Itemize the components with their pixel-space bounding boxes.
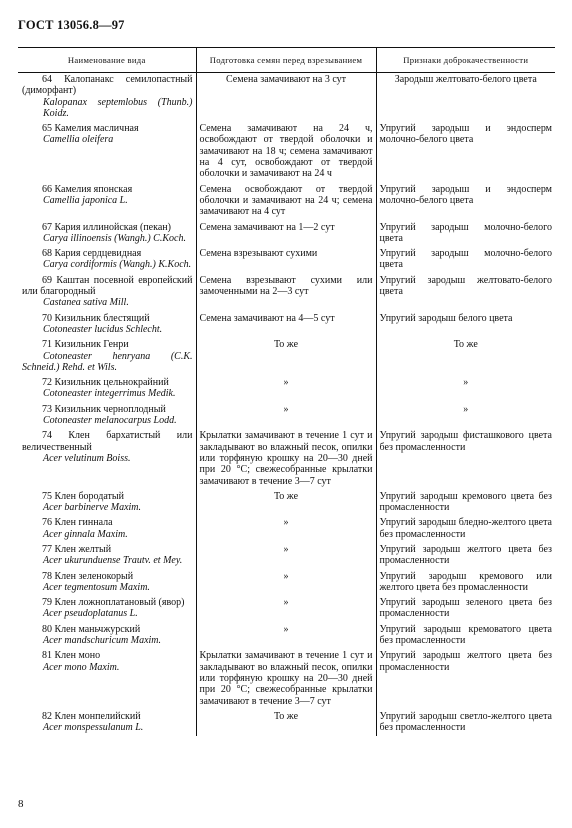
preparation-cell: » <box>196 570 376 597</box>
species-name-text: Клен бородатый <box>54 490 124 502</box>
column-header-species: Наименование вида <box>18 48 196 73</box>
species-name-text: Кизильник цельнокрайний <box>54 377 169 389</box>
latin-name: Acer tegmentosum Maxim. <box>43 581 150 593</box>
species-cell <box>18 403 196 430</box>
species-cell <box>18 649 196 709</box>
latin-name: Carya cordiformis (Wangh.) K.Koch. <box>43 259 192 271</box>
species-name-text: Клен желтый <box>54 543 112 555</box>
species-name-text: Клен моно <box>54 650 101 662</box>
latin-name: Acer monspessulanum L. <box>43 722 144 734</box>
quality-signs-cell: Упругий зародыш зеленого цвета без промасленности <box>376 596 555 623</box>
row-number: 68 <box>42 248 52 260</box>
preparation-cell: Крылатки замачивают в течение 1 сут и закладывают во влажный песок, опилки или торфяную крошку на 20—30 дней при 20 °С; свежесобранные крылатки замачивают в течение 3—7 сут <box>196 429 376 489</box>
preparation-cell: Семена замачивают на 24 ч, освобождают от твердой оболочки и замачивают на 18 ч; семена замачивают на 4 сут, освобождают от твердой оболочки и замачивают на 24 ч <box>196 122 376 182</box>
species-cell <box>18 490 196 517</box>
quality-signs-cell: Упругий зародыш светло-желтого цвета без промасленности <box>376 710 555 737</box>
table-row <box>18 183 555 221</box>
table-row <box>18 649 555 709</box>
species-name <box>22 544 193 555</box>
table-row <box>18 623 555 650</box>
latin-name: Cotoneaster lucidus Schlecht. <box>43 323 163 335</box>
table-header-row <box>18 48 555 73</box>
species-name <box>22 571 193 582</box>
preparation-cell: Семена замачивают на 3 сут <box>196 73 376 123</box>
preparation-cell: » <box>196 596 376 623</box>
quality-signs-cell: Упругий зародыш молочно-белого цвета <box>376 221 555 248</box>
row-number: 78 <box>42 570 52 582</box>
row-number: 64 <box>42 74 52 85</box>
species-name <box>22 491 193 502</box>
row-number: 76 <box>42 517 52 529</box>
quality-signs-cell: Упругий зародыш кремового или желтого цвета без промасленности <box>376 570 555 597</box>
table-row <box>18 710 555 737</box>
quality-signs-cell: Упругий зародыш бледно-желтого цвета без промасленности <box>376 516 555 543</box>
preparation-cell: » <box>196 623 376 650</box>
preparation-cell: » <box>196 543 376 570</box>
preparation-cell: То же <box>196 710 376 737</box>
row-number: 72 <box>42 377 52 389</box>
species-name <box>22 248 193 259</box>
preparation-cell: То же <box>196 490 376 517</box>
row-number: 66 <box>42 183 52 195</box>
preparation-cell: » <box>196 376 376 403</box>
quality-signs-cell: Упругий зародыш молочно-белого цвета <box>376 247 555 274</box>
species-name <box>22 597 193 608</box>
quality-signs-cell: Упругий зародыш желтого цвета без промасленности <box>376 649 555 709</box>
species-name-text: Клен ложноплатановый (явор) <box>54 597 185 609</box>
species-name <box>22 74 193 97</box>
table-row <box>18 312 555 339</box>
species-cell <box>18 73 196 123</box>
species-name-text: Каштан посевной европейский или благородный <box>22 274 193 298</box>
species-cell <box>18 247 196 274</box>
species-cell <box>18 376 196 403</box>
species-name <box>22 377 193 388</box>
column-header-preparation: Подготовка семян перед взрезыванием <box>196 48 376 73</box>
species-name <box>22 184 193 195</box>
quality-signs-cell: Упругий зародыш белого цвета <box>376 312 555 339</box>
species-name <box>22 222 193 233</box>
quality-signs-cell: Упругий зародыш кремоватого цвета без промасленности <box>376 623 555 650</box>
quality-signs-cell: Зародыш желтовато-белого цвета <box>376 73 555 123</box>
species-name-text: Кизильник Генри <box>54 339 129 351</box>
species-cell <box>18 312 196 339</box>
latin-name: Acer mandschuricum Maxim. <box>43 635 162 647</box>
table-row <box>18 516 555 543</box>
latin-name: Carya illinoensis (Wangh.) C.Koch. <box>43 232 186 244</box>
quality-signs-cell: Упругий зародыш фисташкового цвета без промасленности <box>376 429 555 489</box>
species-cell <box>18 623 196 650</box>
species-cell <box>18 710 196 737</box>
seed-quality-table <box>18 47 555 736</box>
species-name <box>22 275 193 298</box>
species-name <box>22 430 193 453</box>
quality-signs-cell: Упругий зародыш и эндосперм молочно-белого цвета <box>376 122 555 182</box>
species-name-text: Клен маньчжурский <box>54 623 141 635</box>
species-cell <box>18 221 196 248</box>
species-name-text: Калопанакс семилопастный (диморфант) <box>22 74 193 97</box>
row-number: 79 <box>42 597 52 609</box>
preparation-cell: Крылатки замачивают в течение 1 сут и закладывают во влажный песок, опилки или торфяную крошку на 20—30 дней при 20 °С; свежесобранные крылатки замачивают в течение 3—7 сут <box>196 649 376 709</box>
latin-name: Cotoneaster integerrimus Medik. <box>43 388 176 400</box>
preparation-cell: Семена замачивают на 1—2 сут <box>196 221 376 248</box>
species-name-text: Клен бархатистый или величественный <box>22 430 193 453</box>
species-name-text: Кизильник блестящий <box>54 312 150 324</box>
table-row <box>18 429 555 489</box>
preparation-cell: » <box>196 403 376 430</box>
preparation-cell: Семена освобождают от твердой оболочки и замачивают на 24 ч; семена замачивают на 4 сут <box>196 183 376 221</box>
quality-signs-cell: То же <box>376 338 555 376</box>
row-number: 71 <box>42 339 52 351</box>
species-name-text: Кизильник черноплодный <box>54 403 166 415</box>
row-number: 81 <box>42 650 52 662</box>
species-name <box>22 123 193 134</box>
table-row <box>18 221 555 248</box>
species-cell <box>18 429 196 489</box>
species-cell <box>18 122 196 182</box>
latin-name: Acer ginnala Maxim. <box>43 528 128 540</box>
row-number: 65 <box>42 123 52 135</box>
species-name-text: Кария иллинойская (пекан) <box>54 221 171 233</box>
row-number: 82 <box>42 710 52 722</box>
row-number: 67 <box>42 221 52 233</box>
species-name <box>22 339 193 350</box>
species-cell <box>18 183 196 221</box>
quality-signs-cell: Упругий зародыш желтовато-белого цвета <box>376 274 555 312</box>
latin-name: Acer mono Maxim. <box>43 661 120 673</box>
species-name <box>22 650 193 661</box>
species-cell <box>18 596 196 623</box>
row-number: 80 <box>42 623 52 635</box>
table-row <box>18 274 555 312</box>
quality-signs-cell: Упругий зародыш и эндосперм молочно-белого цвета <box>376 183 555 221</box>
latin-name: Acer barbinerve Maxim. <box>43 502 142 514</box>
latin-name: Camellia oleifera <box>43 134 114 146</box>
latin-name: Acer pseudoplatanus L. <box>43 608 138 620</box>
species-name-text: Камелия японская <box>54 183 133 195</box>
table-row <box>18 570 555 597</box>
table-row <box>18 403 555 430</box>
table-row <box>18 490 555 517</box>
table-row <box>18 122 555 182</box>
document-header: ГОСТ 13056.8—97 <box>18 18 125 32</box>
row-number: 70 <box>42 312 52 324</box>
column-header-quality-signs: Признаки доброкачественности <box>376 48 555 73</box>
species-name <box>22 517 193 528</box>
preparation-cell: То же <box>196 338 376 376</box>
quality-signs-cell: » <box>376 403 555 430</box>
table-row <box>18 247 555 274</box>
quality-signs-cell: Упругий зародыш кремового цвета без промасленности <box>376 490 555 517</box>
quality-signs-cell: » <box>376 376 555 403</box>
row-number: 69 <box>42 274 52 286</box>
species-name <box>22 711 193 722</box>
preparation-cell: » <box>196 516 376 543</box>
latin-name: Acer ukurunduense Trautv. et Mey. <box>43 555 183 567</box>
latin-name: Cotoneaster melanocarpus Lodd. <box>43 415 177 427</box>
latin-name: Acer velutinum Boiss. <box>43 452 131 464</box>
preparation-cell: Семена замачивают на 4—5 сут <box>196 312 376 339</box>
quality-signs-cell: Упругий зародыш желтого цвета без промасленности <box>376 543 555 570</box>
page-number: 8 <box>18 798 24 810</box>
table-row <box>18 376 555 403</box>
species-name-text: Клен зеленокорый <box>54 570 134 582</box>
species-name-text: Клен гиннала <box>54 517 113 529</box>
table-row <box>18 543 555 570</box>
species-cell <box>18 338 196 376</box>
row-number: 77 <box>42 543 52 555</box>
row-number: 73 <box>42 403 52 415</box>
row-number: 74 <box>42 430 52 442</box>
species-name <box>22 624 193 635</box>
table-body <box>18 73 555 737</box>
species-cell <box>18 274 196 312</box>
species-name <box>22 404 193 415</box>
table-row <box>18 73 555 123</box>
latin-name: Cotoneaster henryana (C.K. Schneid.) Rehd. et Wils. <box>22 350 193 373</box>
species-cell <box>18 543 196 570</box>
preparation-cell: Семена взрезывают сухими или замоченными на 2—3 сут <box>196 274 376 312</box>
species-cell <box>18 516 196 543</box>
species-cell <box>18 570 196 597</box>
latin-name: Camellia japonica L. <box>43 194 128 206</box>
species-name-text: Камелия масличная <box>54 123 139 135</box>
species-name-text: Клен монпелийский <box>54 710 141 722</box>
latin-name: Kalopanax septemlobus (Thunb.) Koidz. <box>43 96 193 119</box>
latin-name: Castanea sativa Mill. <box>43 297 129 309</box>
species-name <box>22 313 193 324</box>
table-row <box>18 596 555 623</box>
row-number: 75 <box>42 490 52 502</box>
table-row <box>18 338 555 376</box>
species-name-text: Кария сердцевидная <box>54 248 142 260</box>
preparation-cell: Семена взрезывают сухими <box>196 247 376 274</box>
